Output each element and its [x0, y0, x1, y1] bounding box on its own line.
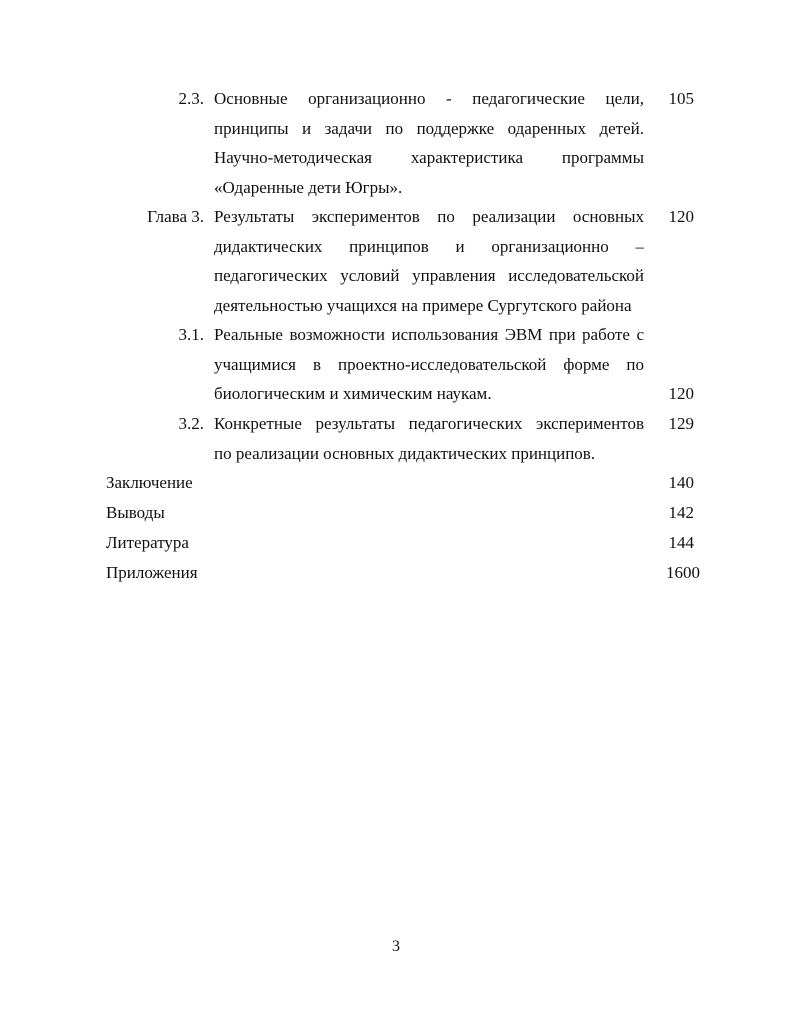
toc-entry-line: Реальные возможности использования ЭВМ при работе с	[214, 325, 644, 344]
toc-entry-label: 2.3.	[178, 89, 204, 108]
toc-entry-page: 105	[668, 89, 694, 108]
toc-entry-page: 140	[668, 473, 694, 492]
toc-entry-3-2	[0, 409, 792, 469]
toc-entry-line: Результаты экспериментов по реализации основных	[214, 207, 644, 226]
toc-entry-page: 144	[668, 533, 694, 552]
toc-entry-line: педагогических условий управления исследовательской	[214, 266, 644, 286]
toc-entry-line: Научно-методическая характеристика программы	[214, 148, 644, 168]
toc-entry-line: принципы и задачи по поддержке одаренных детей.	[214, 118, 644, 138]
toc-entry-page: 129	[668, 414, 694, 433]
toc-entry-page: 1600	[666, 563, 700, 582]
page-number: 3	[392, 938, 400, 955]
toc-entry-conclusion	[106, 468, 700, 498]
toc-entry-line: по реализации основных дидактических принципов.	[214, 443, 596, 463]
toc-entry-2-3	[0, 84, 792, 204]
toc-entry-chapter-3	[0, 202, 792, 322]
toc-entry-line: «Одаренные дети Югры».	[214, 177, 403, 197]
toc-entry-findings	[106, 498, 700, 528]
toc-entry-label: 3.1.	[178, 325, 204, 344]
toc-entry-line: биологическим и химическим наукам.	[214, 384, 492, 404]
toc-entry-line: Конкретные результаты педагогических экспериментов	[214, 414, 644, 433]
toc-entry-line: учащимися в проектно-исследовательской форме по	[214, 354, 644, 374]
toc-entry-label: 3.2.	[178, 414, 204, 433]
toc-entry-page: 142	[668, 503, 694, 522]
toc-entry-line: Основные организационно - педагогические цели,	[214, 89, 644, 108]
toc-entry-title: Литература	[106, 533, 189, 552]
toc-entry-page: 120	[668, 384, 694, 404]
toc-entry-title: Выводы	[106, 503, 165, 522]
toc-entry-3-1	[0, 320, 792, 410]
toc-entry-label: Глава 3.	[147, 207, 204, 226]
toc-entry-line: деятельностью учащихся на примере Сургутского района	[214, 295, 632, 315]
toc-entry-literature	[106, 528, 700, 558]
toc-entry-appendices	[106, 558, 700, 588]
toc-entry-line: дидактических принципов и организационно –	[214, 236, 644, 256]
toc-entry-page: 120	[668, 207, 694, 226]
toc-entry-title: Заключение	[106, 473, 193, 492]
toc-entry-title: Приложения	[106, 563, 198, 582]
